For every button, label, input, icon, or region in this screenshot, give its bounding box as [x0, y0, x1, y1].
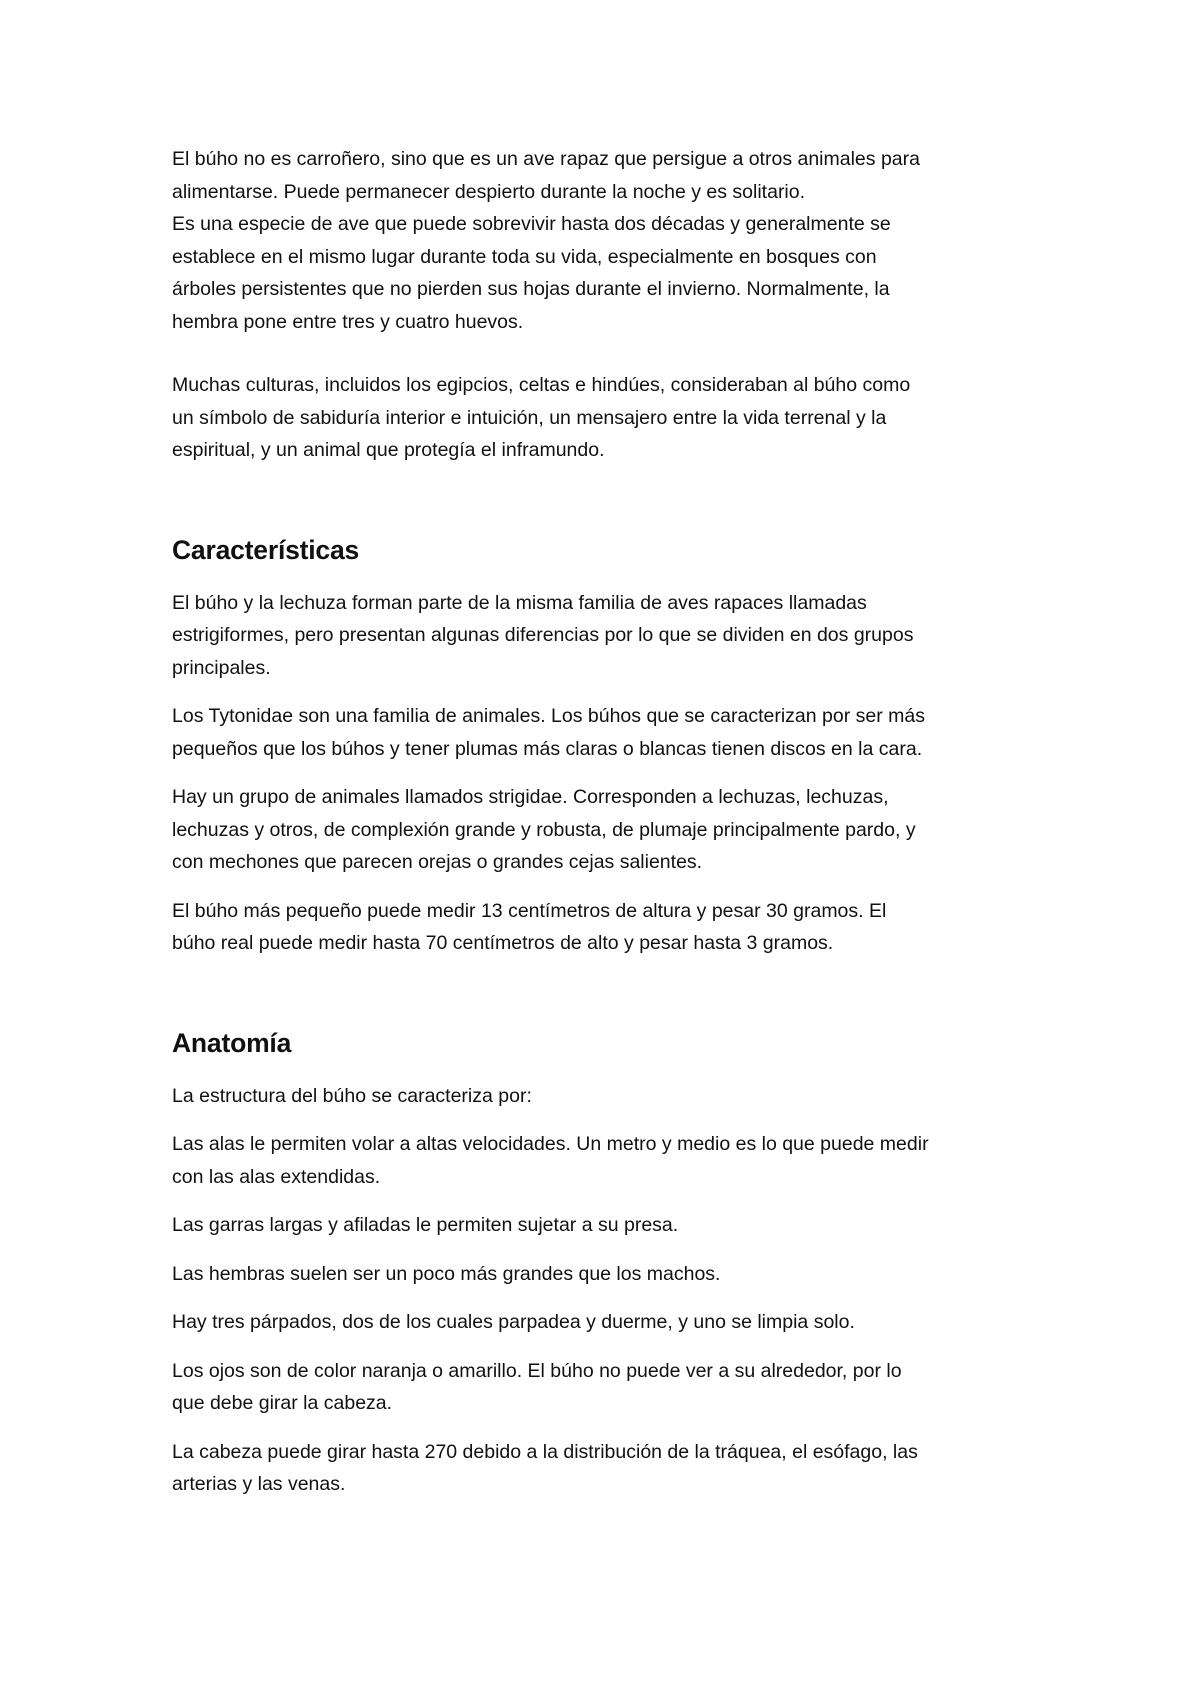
- caracteristicas-paragraph-1: [172, 587, 1042, 685]
- intro-paragraph-1: [172, 143, 1042, 338]
- text-line: Hay tres párpados, dos de los cuales parpadea y duerme, y uno se limpia solo.: [172, 1311, 855, 1333]
- text-line: El búho más pequeño puede medir 13 centímetros de altura y pesar 30 gramos. El: [172, 899, 887, 922]
- anatomia-paragraph-3: [172, 1209, 1042, 1242]
- section-heading-caracteristicas: Características: [172, 534, 360, 565]
- anatomia-paragraph-7: [172, 1436, 1042, 1501]
- text-line: El búho no es carroñero, sino que es un ave rapaz que persigue a otros animales para: [172, 148, 920, 170]
- text-line: El búho y la lechuza forman parte de la misma familia de aves rapaces llamadas: [172, 591, 867, 614]
- text-line: Las hembras suelen ser un poco más grandes que los machos.: [172, 1262, 721, 1285]
- caracteristicas-paragraph-4: [172, 895, 1042, 960]
- anatomia-paragraph-2: [172, 1128, 1042, 1193]
- text-line: arterias y las venas.: [172, 1473, 346, 1495]
- text-line: que debe girar la cabeza.: [172, 1392, 393, 1414]
- text-line: lechuzas y otros, de complexión grande y robusta, de plumaje principalmente pardo, y: [172, 818, 916, 841]
- text-line: estrigiformes, pero presentan algunas diferencias por lo que se dividen en dos grupos: [172, 624, 914, 646]
- text-line: Es una especie de ave que puede sobrevivir hasta dos décadas y generalmente se: [172, 213, 891, 235]
- section-heading-anatomia: Anatomía: [172, 1027, 292, 1058]
- text-line: con mechones que parecen orejas o grandes cejas salientes.: [172, 851, 703, 873]
- anatomia-paragraph-1: [172, 1080, 1042, 1113]
- text-line: Las alas le permiten volar a altas velocidades. Un metro y medio es lo que puede medir: [172, 1133, 929, 1155]
- anatomia-paragraph-4: [172, 1258, 1042, 1291]
- anatomia-paragraph-6: [172, 1355, 1042, 1420]
- text-line: un símbolo de sabiduría interior e intuición, un mensajero entre la vida terrenal y la: [172, 406, 887, 429]
- text-line: búho real puede medir hasta 70 centímetros de alto y pesar hasta 3 gramos.: [172, 932, 834, 954]
- document-page: [172, 143, 1042, 1501]
- text-line: alimentarse. Puede permanecer despierto durante la noche y es solitario.: [172, 180, 806, 203]
- caracteristicas-paragraph-3: [172, 781, 1042, 879]
- text-line: La estructura del búho se caracteriza por:: [172, 1084, 532, 1107]
- caracteristicas-paragraph-2: [172, 700, 1042, 765]
- text-line: La cabeza puede girar hasta 270 debido a la distribución de la tráquea, el esófago, las: [172, 1440, 918, 1463]
- text-line: Los ojos son de color naranja o amarillo. El búho no puede ver a su alrededor, por lo: [172, 1359, 902, 1382]
- text-line: Muchas culturas, incluidos los egipcios, celtas e hindúes, consideraban al búho como: [172, 374, 911, 396]
- text-line: pequeños que los búhos y tener plumas más claras o blancas tienen discos en la cara.: [172, 737, 923, 760]
- intro-paragraph-2: [172, 369, 1042, 467]
- text-line: establece en el mismo lugar durante toda su vida, especialmente en bosques con: [172, 245, 877, 268]
- text-line: principales.: [172, 656, 271, 679]
- text-line: árboles persistentes que no pierden sus hojas durante el invierno. Normalmente, la: [172, 278, 890, 300]
- anatomia-paragraph-5: [172, 1306, 1042, 1339]
- text-line: Los Tytonidae son una familia de animales. Los búhos que se caracterizan por ser más: [172, 705, 925, 727]
- text-line: con las alas extendidas.: [172, 1165, 381, 1188]
- text-line: Las garras largas y afiladas le permiten sujetar a su presa.: [172, 1214, 679, 1236]
- text-line: hembra pone entre tres y cuatro huevos.: [172, 310, 524, 333]
- text-line: Hay un grupo de animales llamados strigidae. Corresponden a lechuzas, lechuzas,: [172, 786, 889, 808]
- text-line: espiritual, y un animal que protegía el inframundo.: [172, 439, 605, 461]
